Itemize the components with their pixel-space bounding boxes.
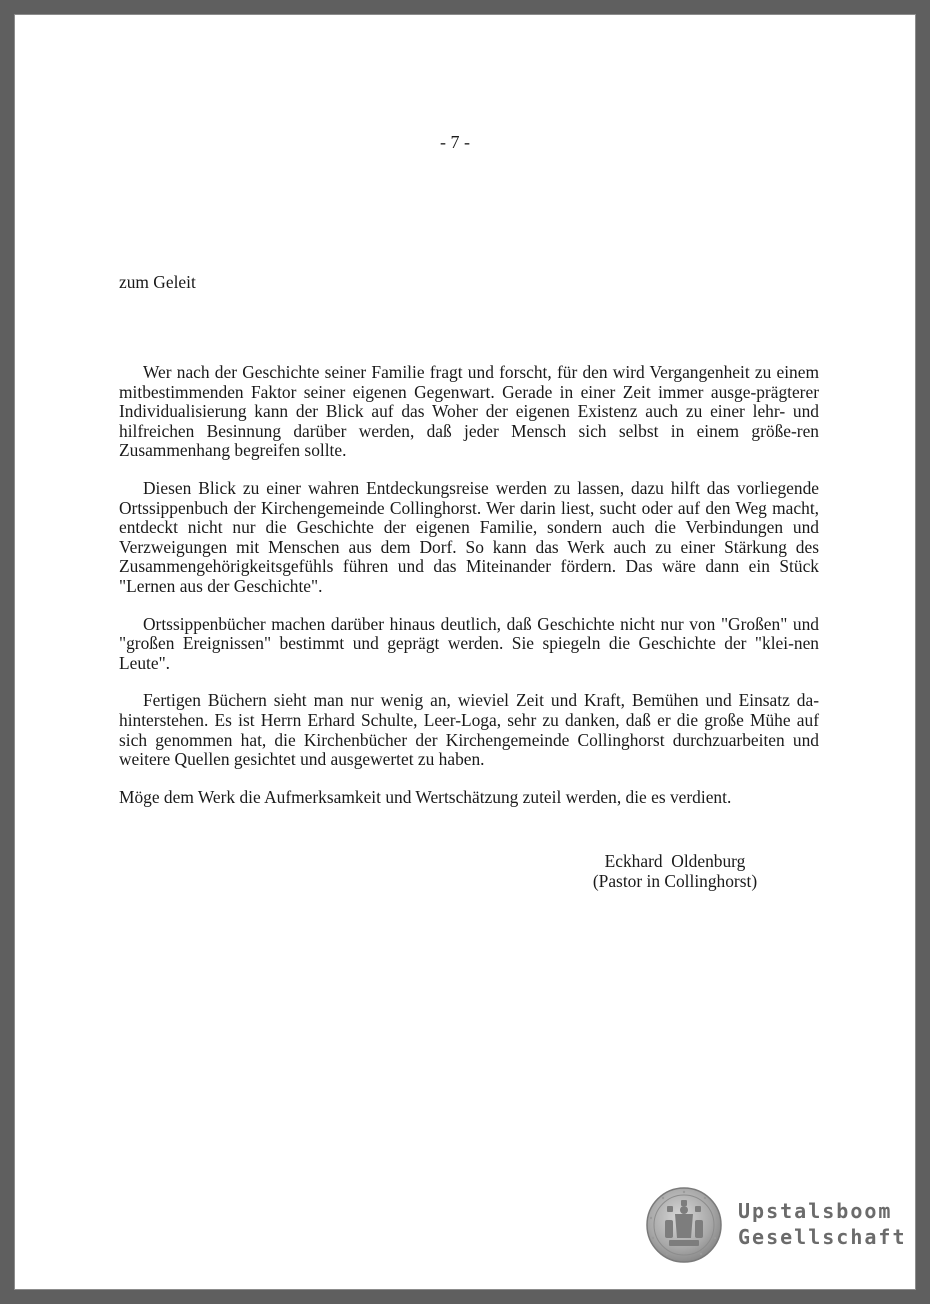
paragraph-1: Wer nach der Geschichte seiner Familie fragt und forscht, für den wird Vergangenheit zu einem mitbestimmenden Faktor seiner eigenen Gegenwart. Gerade in einer Zeit immer ausge-prägterer Individualisierung kann der Blick auf das Woher der eigenen Existenz auch zu einer lehr- und hilfreichen Besinnung darüber werden, daß jeder Mensch sich selbst in einem größe-ren Zusammenhang begreifen sollte. bbox=[119, 362, 819, 461]
heading: zum Geleit bbox=[119, 272, 196, 292]
signature-role: (Pastor in Collinghorst) bbox=[592, 871, 758, 891]
document-body bbox=[119, 363, 819, 825]
logo-line-1: Upstalsboom bbox=[738, 1199, 893, 1223]
paragraph-3: Ortssippenbücher machen darüber hinaus deutlich, daß Geschichte nicht nur von "Großen" und "großen Ereignissen" bestimmt und geprägt werden. Sie spiegeln die Geschichte der "klei-nen Leute". bbox=[119, 613, 819, 673]
signature-block bbox=[555, 851, 795, 891]
paragraph-5: Möge dem Werk die Aufmerksamkeit und Wertschätzung zuteil werden, die es verdient. bbox=[119, 786, 732, 807]
seal-icon bbox=[645, 1186, 723, 1264]
page-number: - 7 - bbox=[440, 132, 470, 152]
paragraph-4: Fertigen Büchern sieht man nur wenig an, wieviel Zeit und Kraft, Bemühen und Einsatz da-hinterstehen. Es ist Herrn Erhard Schulte, Leer-Loga, sehr zu danken, daß er die große Mühe auf sich genommen hat, die Kirchenbücher der Kirchengemeinde Collinghorst durchzuarbeiten und weitere Quellen gesichtet und ausgewertet zu haben. bbox=[119, 690, 819, 770]
document-page bbox=[14, 14, 916, 1290]
society-logo bbox=[645, 1186, 907, 1266]
logo-line-2: Gesellschaft bbox=[738, 1225, 907, 1249]
logo-text bbox=[738, 1198, 907, 1250]
paragraph-2: Diesen Blick zu einer wahren Entdeckungsreise werden zu lassen, dazu hilft das vorliegende Ortssippenbuch der Kirchengemeinde Collinghorst. Wer darin liest, sucht oder auf den Weg macht, entdeckt nicht nur die Geschichte der eigenen Familie, sondern auch die Verbindungen und Verzweigungen mit Menschen aus dem Dorf. So kann das Werk auch zu einer Stärkung des Zusammengehörigkeitsgefühls führen und das Miteinander fördern. Das wäre dann ein Stück "Lernen aus der Geschichte". bbox=[119, 477, 819, 596]
signature-name: Eckhard Oldenburg bbox=[604, 851, 746, 871]
